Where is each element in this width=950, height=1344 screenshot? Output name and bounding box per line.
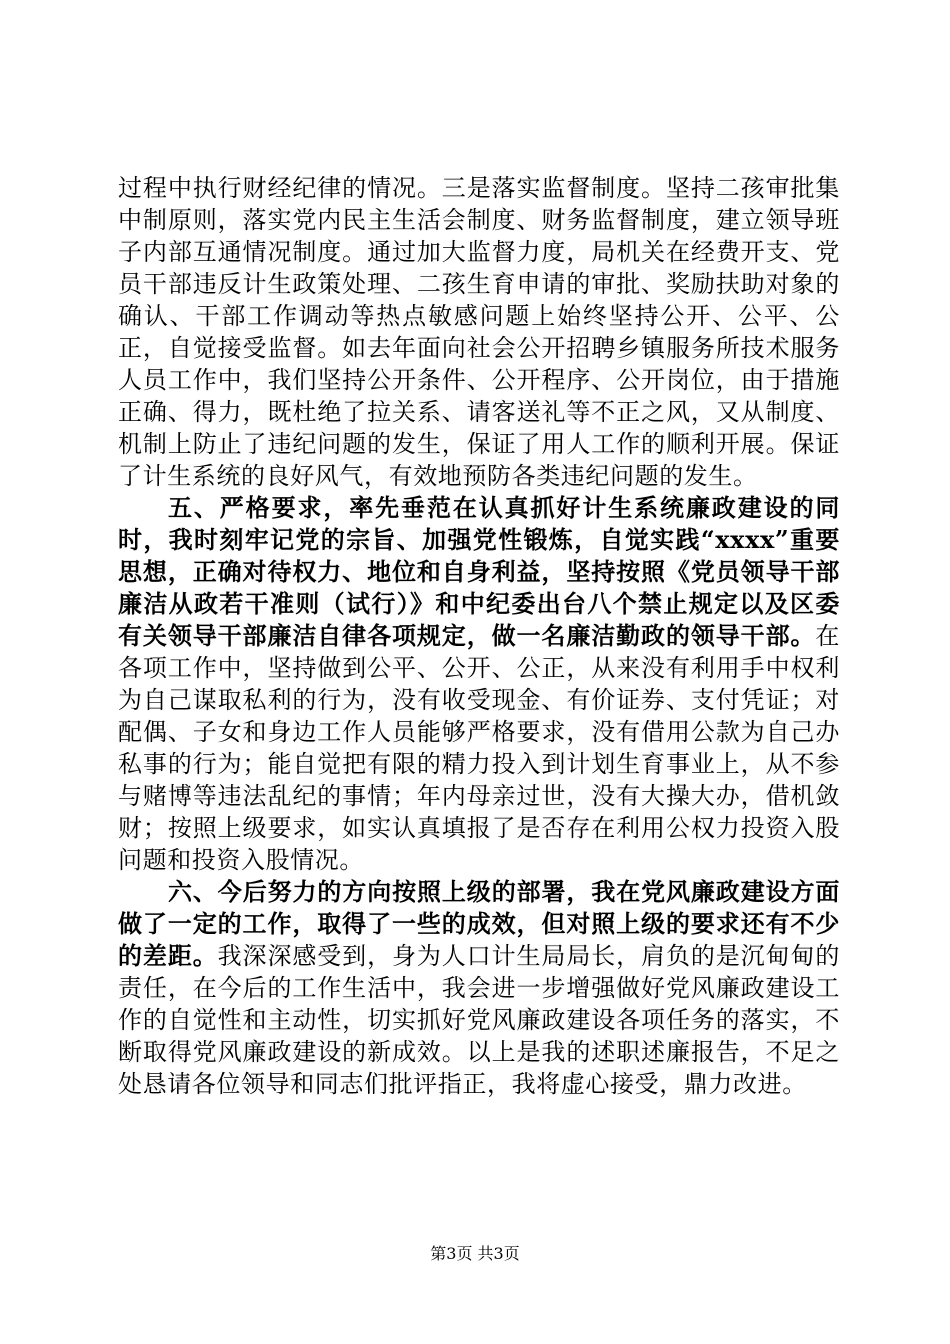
section-5-heading: 五、严格要求，率先垂范在认真抓好计生系统廉政建设的同时，我时刻牢记党的宗旨、加强党性锻炼，自觉实践“xxxx”重要思想，正确对待权力、地位和自身利益，坚持按照《党员领导干部廉洁从政若干准则（试行）》和中纪委出台八个禁止规定以及区委有关领导干部廉洁自律各项规定，做一名廉洁勤政的领导干部。: [118, 493, 840, 650]
paragraph-2-text: 在各项工作中，坚持做到公平、公开、公正，从来没有利用手中权利为自己谋取私利的行为，没有收受现金、有价证券、支付凭证；对配偶、子女和身边工作人员能够严格要求，没有借用公款为自己办私事的行为；能自觉把有限的精力投入到计划生育事业上，从不参与赌博等违法乱纪的事情；年内母亲过世，没有大操大办，借机敛财；按照上级要求，如实认真填报了是否存在利用公权力投资入股问题和投资入股情况。: [118, 622, 840, 874]
paragraph-1-text: 过程中执行财经纪律的情况。三是落实监督制度。坚持二孩审批集中制原则，落实党内民主生活会制度、财务监督制度，建立领导班子内部互通情况制度。通过加大监督力度，局机关在经费开支、党员干部违反计生政策处理、二孩生育申请的审批、奖励扶助对象的确认、干部工作调动等热点敏感问题上始终坚持公开、公平、公正，自觉接受监督。如去年面向社会公开招聘乡镇服务所技术服务人员工作中，我们坚持公开条件、公开程序、公开岗位，由于措施正确、得力，既杜绝了拉关系、请客送礼等不正之风，又从制度、机制上防止了违纪问题的发生，保证了用人工作的顺利开展。保证了计生系统的良好风气，有效地预防各类违纪问题的发生。: [118, 174, 840, 490]
section-6-heading: 六、今后努力的方向按照上级的部署，我在党风廉政建设方面做了一定的工作，取得了一些的成效，但对照上级的要求还有不少的差距。: [118, 877, 840, 970]
paragraph-3-text: 我深深感受到，身为人口计生局局长，肩负的是沉甸甸的责任，在今后的工作生活中，我会进一步增强做好党风廉政建设工作的自觉性和主动性，切实抓好党风廉政建设各项任务的落实，不断取得党风廉政建设的新成效。以上是我的述职述廉报告，不足之处恳请各位领导和同志们批评指正，我将虚心接受，鼎力改进。: [118, 942, 841, 1098]
paragraph-1: [118, 172, 840, 492]
page-number-footer: 第3页 共3页: [430, 1244, 520, 1263]
document-body: [118, 172, 840, 1100]
paragraph-2: [118, 492, 840, 876]
paragraph-3: [118, 876, 840, 1100]
